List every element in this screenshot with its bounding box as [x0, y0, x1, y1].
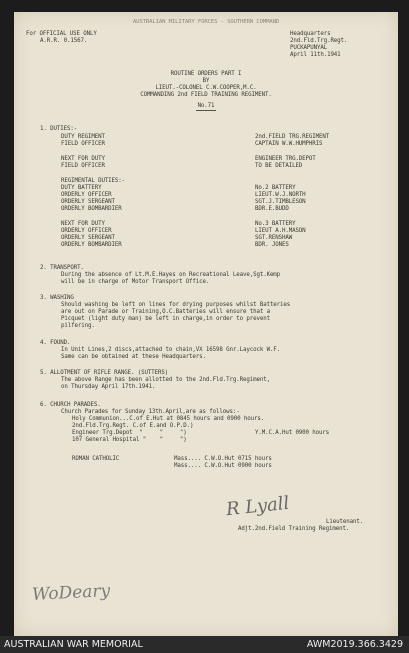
duty-label: NEXT FOR DUTY	[61, 221, 105, 227]
duties-heading: 1. DUTIES:-	[40, 126, 78, 132]
duty-label: ORDERLY OFFICER	[61, 192, 112, 198]
transport-text: will be in charge of Motor Transport Office.	[61, 279, 210, 285]
church-heading: 6. CHURCH PARADES.	[40, 402, 101, 408]
church-unit: 107 General Hospital " " ")	[72, 437, 187, 443]
hq-line-1: Headquarters	[290, 31, 331, 37]
duty-value: No.3 BATTERY	[255, 221, 296, 227]
handwritten-pencil-note: WoDeary	[31, 580, 111, 606]
order-number-underline	[196, 110, 216, 111]
hq-line-2: 2nd.Fld.Trg.Regt.	[290, 38, 348, 44]
command-line: COMMANDING 2nd FIELD TRAINING REGIMENT.	[140, 92, 272, 98]
duty-value: CAPTAIN W.W.HUMPHRIS	[255, 141, 323, 147]
duty-label: ORDERLY OFFICER	[61, 228, 112, 234]
washing-text: Picquet (light duty man) be left in charge,in order to prevent	[61, 316, 270, 322]
duty-label: REGIMENTAL DUTIES:-	[61, 178, 126, 184]
duty-label: NEXT FOR DUTY	[61, 156, 105, 162]
transport-heading: 2. TRANSPORT.	[40, 265, 84, 271]
duty-value: BDR.E.BUDD	[255, 206, 289, 212]
mass-time: Mass.... C.W.O.Hut 0900 hours	[174, 463, 272, 469]
duty-value: BDR. JONES	[255, 242, 289, 248]
washing-text: are out on Parade or Training,O.C.Batteries will ensure that a	[61, 309, 270, 315]
duty-label: DUTY BATTERY	[61, 185, 102, 191]
duty-value: LIEUT A.H.MASON	[255, 228, 306, 234]
orders-title: ROUTINE ORDERS PART I	[170, 71, 242, 77]
duty-label: ORDERLY BOMBARDIER	[61, 242, 122, 248]
archive-footer	[0, 636, 409, 653]
mass-time: Mass.... C.W.O.Hut 0715 hours	[174, 456, 272, 462]
orders-by: BY	[202, 78, 210, 84]
order-number: No.71	[197, 103, 215, 109]
duty-value: LIEUT.W.J.NORTH	[255, 192, 306, 198]
duty-label: ORDERLY BOMBARDIER	[61, 206, 122, 212]
rifle-range-heading: 5. ALLOTMENT OF RIFLE RANGE. (SUTTERS)	[40, 370, 169, 376]
roman-catholic-label: ROMAN CATHOLIC	[72, 456, 120, 462]
washing-text: Should washing be left on lines for drying purposes whilst Batteries	[61, 302, 291, 308]
signatory-appointment: Adjt.2nd.Field Training Regiment.	[238, 526, 350, 532]
security-marking: For OFFICIAL USE ONLY	[26, 31, 97, 37]
signatory-rank: Lieutenant.	[326, 519, 364, 525]
footer-institution: AUSTRALIAN WAR MEMORIAL	[4, 639, 143, 650]
hq-date: April 11th.1941	[290, 52, 341, 58]
duty-value: SGT.RENSHAW	[255, 235, 293, 241]
church-unit: 2nd.Fld.Trg.Regt. C.of E.and O.P.D.)	[72, 423, 194, 429]
church-unit: Engineer Trg.Depot " " ")	[72, 430, 187, 436]
washing-heading: 3. WASHING	[40, 295, 74, 301]
duty-value: TO BE DETAILED	[255, 163, 303, 169]
commanding-officer: LIEUT.-COLONEL C.W.COOPER,M.C.	[155, 85, 257, 91]
duty-label: ORDERLY SERGEANT	[61, 235, 115, 241]
duty-value: 2nd.FIELD TRG.REGIMENT	[255, 134, 330, 140]
rifle-range-text: on Thursday April 17th.1941.	[61, 384, 156, 390]
transport-text: During the absence of Lt.M.E.Hayes on Recreational Leave,Sgt.Kemp	[61, 272, 281, 278]
washing-text: pilfering.	[61, 323, 95, 329]
letterhead: AUSTRALIAN MILITARY FORCES - SOUTHERN COMMAND	[132, 19, 280, 25]
duty-label: DUTY REGIMENT	[61, 134, 105, 140]
duty-label: FIELD OFFICER	[61, 163, 105, 169]
security-reference: A.R.R. 0.1567.	[40, 38, 88, 44]
duty-label: ORDERLY SERGEANT	[61, 199, 115, 205]
signature-scrawl: R Lyall	[225, 492, 291, 521]
footer-accession-number: AWM2019.366.3429	[306, 639, 403, 650]
duty-value: SGT.J.TIMBLESON	[255, 199, 306, 205]
found-heading: 4. FOUND.	[40, 340, 71, 346]
duty-label: FIELD OFFICER	[61, 141, 105, 147]
duty-value: No.2 BATTERY	[255, 185, 296, 191]
hq-line-3: PUCKAPUNYAL	[290, 45, 328, 51]
found-text: In Unit Lines,2 discs,attached to chain,VX 16598 Gnr.Laycock W.F.	[61, 347, 281, 353]
document-page	[14, 12, 398, 636]
rifle-range-text: The above Range has been allotted to the 2nd.Fld.Trg.Regiment,	[61, 377, 270, 383]
ymca-service: Y.M.C.A.Hut 0900 hours	[255, 430, 330, 436]
holy-communion: Holy Communion...C.of E.Hut at 0845 hours and 0900 hours.	[72, 416, 265, 422]
found-text: Same can be obtained at these Headquarters.	[61, 354, 206, 360]
church-intro: Church Parades for Sunday 13th.April,are as follows:-	[61, 409, 240, 415]
duty-value: ENGINEER TRG.DEPOT	[255, 156, 316, 162]
